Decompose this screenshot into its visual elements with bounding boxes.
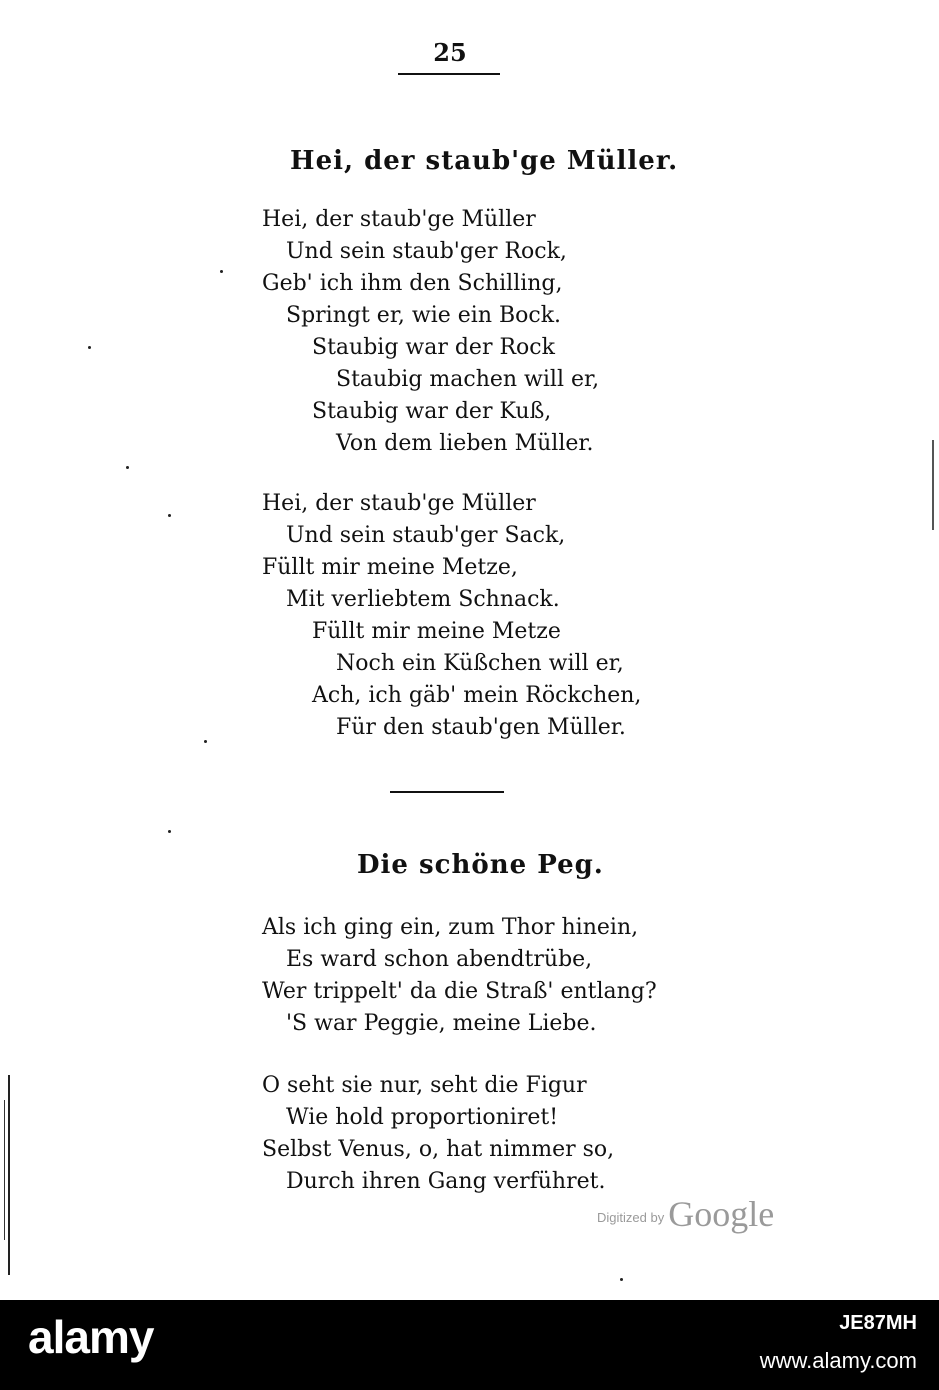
- ink-speck: [220, 270, 223, 273]
- ink-speck: [168, 514, 171, 517]
- scan-edge-mark: [4, 1100, 5, 1240]
- section-separator: [390, 791, 504, 793]
- ink-speck: [126, 466, 129, 469]
- poem1-line: Füllt mir meine Metze,: [262, 555, 518, 580]
- poem1-title: Hei, der staub'ge Müller.: [290, 146, 679, 176]
- poem1-line: Noch ein Küßchen will er,: [336, 651, 624, 676]
- ink-speck: [204, 740, 207, 743]
- poem1-line: Staubig war der Kuß,: [312, 399, 552, 424]
- poem1-line: Springt er, wie ein Bock.: [286, 303, 562, 328]
- poem1-line: Geb' ich ihm den Schilling,: [262, 271, 563, 296]
- poem1-line: Von dem lieben Müller.: [336, 431, 594, 456]
- poem1-line: Für den staub'gen Müller.: [336, 715, 626, 740]
- poem1-line: Ach, ich gäb' mein Röckchen,: [312, 683, 642, 708]
- poem1-line: Hei, der staub'ge Müller: [262, 207, 536, 232]
- watermark-prefix: Digitized by: [597, 1210, 665, 1225]
- scan-edge-mark: [932, 440, 934, 530]
- stock-footer: [0, 1300, 939, 1390]
- google-watermark: [597, 1193, 774, 1235]
- poem1-line: Mit verliebtem Schnack.: [286, 587, 560, 612]
- poem2-line: O seht sie nur, seht die Figur: [262, 1073, 587, 1098]
- poem2-line: Es ward schon abendtrübe,: [286, 947, 593, 972]
- poem2-line: Selbst Venus, o, hat nimmer so,: [262, 1137, 615, 1162]
- poem2-line: Wie hold proportioniret!: [286, 1105, 559, 1130]
- scan-edge-mark: [8, 1075, 10, 1275]
- poem2-line: Wer trippelt' da die Straß' entlang?: [262, 979, 657, 1004]
- page-number: 25: [433, 38, 467, 67]
- poem1-line: Füllt mir meine Metze: [312, 619, 561, 644]
- alamy-logo: alamy: [28, 1311, 154, 1363]
- poem1-line: Hei, der staub'ge Müller: [262, 491, 536, 516]
- poem2-line: 'S war Peggie, meine Liebe.: [286, 1011, 597, 1036]
- poem2-line: Als ich ging ein, zum Thor hinein,: [262, 915, 639, 940]
- poem1-line: Staubig machen will er,: [336, 367, 600, 392]
- google-logo: Google: [668, 1194, 775, 1234]
- footer-url: www.alamy.com: [759, 1348, 917, 1373]
- poem2-title: Die schöne Peg.: [357, 850, 604, 880]
- ink-speck: [88, 346, 91, 349]
- poem1-line: Und sein staub'ger Rock,: [286, 239, 567, 264]
- ink-speck: [168, 830, 171, 833]
- image-id: JE87MH: [839, 1312, 917, 1334]
- ink-speck: [620, 1278, 623, 1281]
- page-number-rule: [398, 73, 500, 75]
- poem1-line: Und sein staub'ger Sack,: [286, 523, 566, 548]
- poem2-line: Durch ihren Gang verführet.: [286, 1169, 606, 1194]
- poem1-line: Staubig war der Rock: [312, 335, 555, 360]
